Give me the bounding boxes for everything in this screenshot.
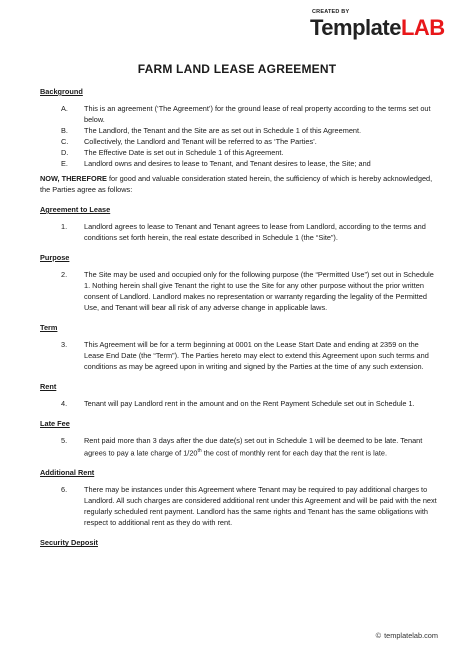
list-marker: B. (61, 126, 68, 135)
section-heading-security-deposit: Security Deposit (40, 538, 98, 548)
background-list (40, 103, 440, 169)
list-text: The Landlord, the Tenant and the Site are as set out in Schedule 1 of this Agreement. (84, 126, 362, 135)
footer-link[interactable]: templatelab.com (384, 631, 438, 640)
list-item (40, 103, 440, 125)
clause-number: 4. (61, 399, 68, 408)
clause-list (40, 221, 440, 243)
logo-wordmark (310, 15, 445, 41)
logo-created-by: CREATED BY (312, 9, 350, 15)
list-marker: D. (61, 148, 69, 157)
clause-text-cont: the cost of monthly rent for each day that the rent is late. (201, 448, 387, 458)
section-heading-additional-rent: Additional Rent (40, 468, 95, 478)
list-item (40, 125, 440, 136)
clause-number: 2. (61, 270, 68, 279)
clause-item (40, 435, 440, 458)
document-title: FARM LAND LEASE AGREEMENT (137, 62, 337, 76)
clause-text: There may be instances under this Agreement where Tenant may be required to pay additional charges to Landlord. All such charges are considered additional rent under this Agreement and will be paid with the next regularly scheduled rent payment. Landlord has the same rights and Tenant has the same obligations with respect to additional rent as they do with rent. (84, 485, 437, 528)
clause-item (40, 221, 440, 243)
clause-list (40, 484, 440, 528)
clause-list (40, 435, 440, 458)
clause-superscript: th (197, 448, 202, 454)
templatelab-logo[interactable] (304, 8, 444, 48)
section-heading-rent: Rent (40, 382, 57, 391)
clause-number: 6. (61, 485, 68, 495)
now-therefore-lead: NOW, THEREFORE (40, 174, 107, 183)
clause-item (40, 339, 440, 372)
clause-list (40, 339, 440, 372)
section-heading-late-fee: Late Fee (40, 419, 70, 428)
logo-word-lab: LAB (400, 15, 445, 40)
section-heading-agreement-to-lease: Agreement to Lease (40, 205, 111, 214)
clause-number: 1. (61, 222, 68, 231)
logo-word-template: Template (310, 15, 401, 40)
now-therefore-paragraph (40, 173, 440, 195)
clause-text: This Agreement will be for a term beginning at 0001 on the Lease Start Date and ending at 2359 on the Lease End Date (the “Term”). The Parties hereto may elect to extend this Agreement upon such terms and conditions as may be agreed upon in writing and signed by the Parties at the time of any such extension. (84, 340, 429, 371)
clause-text: Landlord agrees to lease to Tenant and Tenant agrees to lease from Landlord, according to the terms and conditions set forth herein, the real estate described in Schedule 1 (the “Site”). (84, 222, 426, 242)
list-text: The Effective Date is set out in Schedule 1 of this Agreement. (84, 148, 284, 157)
footer-credit[interactable] (376, 631, 438, 640)
list-marker: C. (61, 137, 69, 146)
clause-item (40, 484, 440, 528)
list-marker: E. (61, 159, 68, 168)
clause-list (40, 398, 440, 409)
section-heading-purpose: Purpose (40, 253, 70, 262)
clause-item (40, 398, 440, 409)
section-heading-background: Background (40, 87, 83, 96)
now-therefore-text: for good and valuable consideration stated herein, the sufficiency of which is hereby acknowledged, the Parties agree as follows: (40, 174, 433, 194)
list-text: Landlord owns and desires to lease to Tenant, and Tenant desires to lease, the Site; and (84, 159, 371, 168)
copyright-icon: © (375, 631, 382, 640)
list-item (40, 158, 440, 169)
clause-text: The Site may be used and occupied only for the following purpose (the “Permitted Use”) set out in Schedule 1. Nothing herein shall give Tenant the right to use the Site for any other purpose without the prior written consent of Landlord. Landlord makes no representation or warranty regarding the legality of the Permitted Use, and Tenant will bear all risk of any adverse change in applicable laws. (84, 270, 434, 312)
clause-text: Rent paid more than 3 days after the due date(s) set out in Schedule 1 will be deemed to be late. Tenant agrees to pay a late charge of 1/20 (84, 436, 423, 458)
list-marker: A. (61, 104, 68, 113)
list-item (40, 136, 440, 147)
clause-list (40, 269, 440, 313)
clause-item (40, 269, 440, 313)
list-text: Collectively, the Landlord and Tenant will be referred to as ‘The Parties’. (84, 137, 317, 146)
document-body (40, 80, 440, 554)
section-heading-term: Term (40, 323, 58, 332)
clause-text: Tenant will pay Landlord rent in the amount and on the Rent Payment Schedule set out in Schedule 1. (84, 399, 415, 408)
list-text: This is an agreement (‘The Agreement’) for the ground lease of real property according to the terms set out below. (84, 104, 431, 124)
clause-number: 5. (61, 436, 68, 445)
list-item (40, 147, 440, 158)
clause-number: 3. (61, 340, 68, 349)
